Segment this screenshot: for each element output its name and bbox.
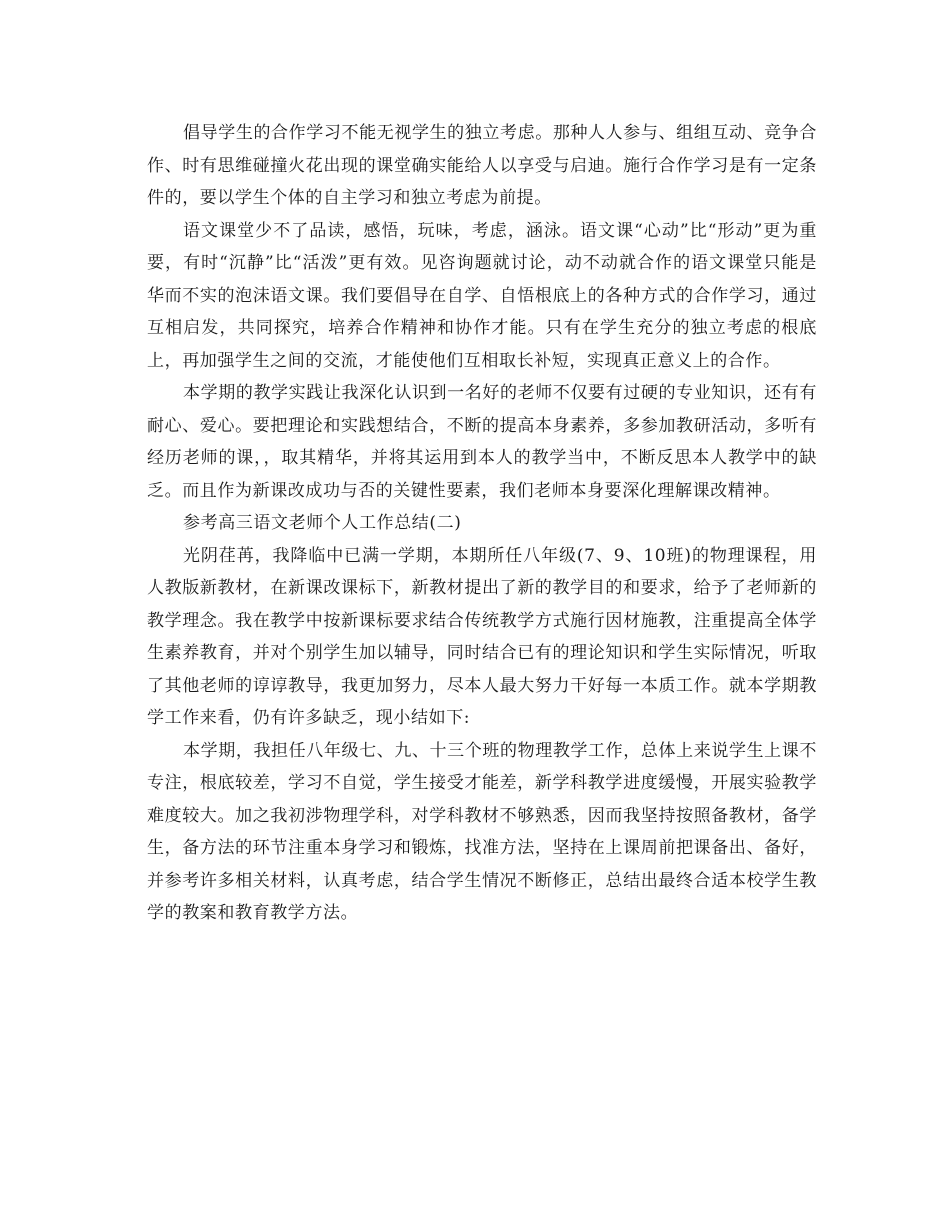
document-body [147, 117, 817, 930]
paragraph-semester-intro: 光阴荏苒，我降临中已满一学期，本期所任八年级(7、9、10班)的物理课程，用人教版新教材，在新课改课标下，新教材提出了新的教学目的和要求，给予了老师新的教学理念。我在教学中按新课标要求结合传统教学方式施行因材施教，注重提高全体学生素养教育，并对个别学生加以辅导，同时结合已有的理论知识和学生实际情况，听取了其他老师的谆谆教导，我更加努力，尽本人最大努力干好每一本质工作。就本学期教学工作来看，仍有许多缺乏，现小结如下: [147, 545, 817, 728]
paragraph-chinese-classroom: 语文课堂少不了品读，感悟，玩味，考虑，涵泳。语文课“心动”比“形动”更为重要，有时“沉静”比“活泼”更有效。见咨询题就讨论，动不动就合作的语文课堂只能是华而不实的泡沫语文课。我们要倡导在自学、自悟根底上的各种方式的合作学习，通过互相启发，共同探究，培养合作精神和协作才能。只有在学生充分的独立考虑的根底上，再加强学生之间的交流，才能使他们互相取长补短，实现真正意义上的合作。 [147, 220, 817, 371]
section-title: 参考高三语文老师个人工作总结(二) [183, 513, 462, 533]
paragraph-physics-teaching: 本学期，我担任八年级七、九、十三个班的物理教学工作，总体上来说学生上课不专注，根底较差，学习不自觉，学生接受才能差，新学科教学进度缓慢，开展实验教学难度较大。加之我初涉物理学科，对学科教材不够熟悉，因而我坚持按照备教材，备学生，备方法的环节注重本身学习和锻炼，找准方法，坚持在上课周前把课备出、备好，并参考许多相关材料，认真考虑，结合学生情况不断修正，总结出最终合适本校学生教学的教案和教育教学方法。 [147, 740, 817, 923]
paragraph-cooperative-learning: 倡导学生的合作学习不能无视学生的独立考虑。那种人人参与、组组互动、竞争合作、时有思维碰撞火花出现的课堂确实能给人以享受与启迪。施行合作学习是有一定条件的，要以学生个体的自主学习和独立考虑为前提。 [147, 123, 817, 208]
paragraph-teaching-practice: 本学期的教学实践让我深化认识到一名好的老师不仅要有过硬的专业知识，还有有耐心、爱心。要把理论和实践想结合，不断的提高本身素养，多参加教研活动，多听有经历老师的课，，取其精华，并将其运用到本人的教学当中，不断反思本人教学中的缺乏。而且作为新课改成功与否的关键性要素，我们老师本身要深化理解课改精神。 [147, 383, 817, 501]
